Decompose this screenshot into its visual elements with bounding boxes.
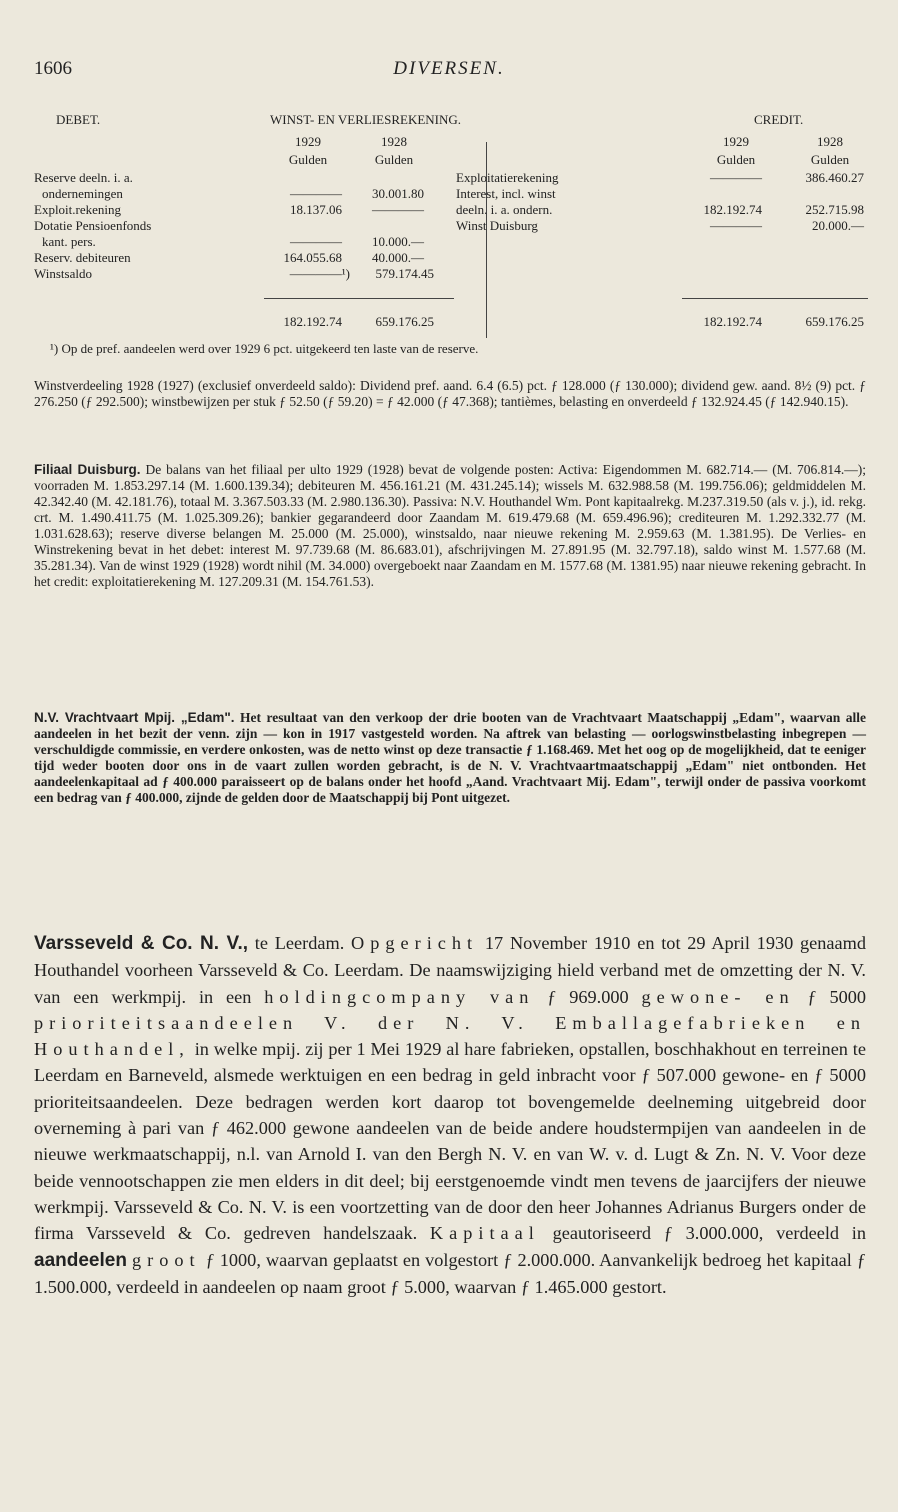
debet-value-1928: 40.000.— xyxy=(372,250,424,265)
debet-currency-1: Gulden xyxy=(288,152,328,167)
duisburg-heading: Filiaal Duisburg. xyxy=(34,462,141,477)
winstverdeeling-paragraph xyxy=(34,378,866,410)
account-title: WINST- EN VERLIESREKENING. xyxy=(270,112,462,127)
debet-row-label: kant. pers. xyxy=(42,234,96,249)
bold-word: aandeelen xyxy=(34,1249,127,1271)
debet-row-label: Exploit.rekening xyxy=(34,202,122,217)
debet-row-label: Dotatie Pensioenfonds xyxy=(34,218,152,233)
duisburg-text: De balans van het filiaal per ulto 1929 (1928) bevat de volgende posten: Activa: Eigendommen M. 682.714.— (M. 706.814.—); voorraden M. 1.853.297.14 (M. 1.600.139.34); debiteuren M. 456.161.21 (M. 431.245.14); wissels M. 632.988.58 (M. 199.756.06); geldmiddelen M. 42.342.40 (M. 42.181.76), totaal M. 3.367.503.33 (M. 2.980.136.30). Passiva: N.V. Houthandel Wm. Pont kapitaalrekg. M.237.319.50 (als v. j.), id. rekg. crt. M. 1.490.411.75 (M. 1.025.309.26); bankier gegarandeerd door Zaandam M. 619.479.68 (M. 659.496.96); crediteuren M. 1.292.332.77 (M. 1.031.628.63); reserve diverse belangen M. 25.000 (M. 25.000), winstsaldo, naar nieuwe rekening M. 2.959.63 (M. 1.381.95). De Verlies- en Winstrekening bevat in het debet: interest M. 97.739.68 (M. 86.683.01), afschrijvingen M. 27.891.95 (M. 32.797.18), saldo winst M. 1.577.68 (M. 35.281.34). Van de winst 1929 (1928) wordt nihil (M. 34.000) overgeboekt naar Zaandam en M. 1577.68 (M. 1381.95) naar nieuwe rekening gebracht. In het credit: exploitatierekening M. 127.209.31 (M. 154.761.53). xyxy=(34,462,867,589)
credit-total-1929: 182.192.74 xyxy=(703,314,762,329)
credit-currency-1: Gulden xyxy=(716,152,756,167)
spaced-word: holdingcompany van xyxy=(264,986,535,1007)
running-title: DIVERSEN. xyxy=(393,58,505,79)
credit-total-1928: 659.176.25 xyxy=(805,314,864,329)
spaced-word: groot xyxy=(131,1249,201,1270)
debet-year-1929: 1929 xyxy=(295,134,321,149)
varsseveld-text: in welke mpij. zij per 1 Mei 1929 al hare fabrieken, opstallen, boschhakhout en terreinen te Leerdam en Barneveld, alsmede werktuigen en een bedrag in geld inbracht voor ƒ 507.000 gewone- en ƒ 5000 prioriteitsaandeelen. Deze bedragen werden kort daarop tot bovengemelde deelneming uitgebreid door overneming à pari van ƒ 462.000 gewone aandeelen van de beide andere houdstermpijen van aandeelen in de nieuwe werkmaatschappij, n.l. van Arnold I. van den Bergh N. V. en van W. v. d. Lugt & Zn. N. V. Voor deze beide vennootschappen zie men elders in dit deel; bij eerstgenoemde vindt men tevens de jaarcijfers der nieuwe werkmpij. Varsseveld & Co. N. V. is een voortzetting van de door den heer Johannes Adrianus Burgers onder de firma Varsseveld & Co. gedreven handelszaak. xyxy=(34,1039,866,1244)
page-header xyxy=(34,58,864,88)
debet-value-1929: ———— xyxy=(290,234,342,249)
varsseveld-text: 17 November 1910 en tot 29 April 1930 genaamd Houthandel voorheen Varsseveld & Co. Leerdam. De naamswijziging hield verband met de omzetting der N. V. van een werkmpij. in een xyxy=(34,933,866,1007)
credit-value-1928: 20.000.— xyxy=(812,218,864,233)
spaced-word: prioriteitsaandeelen V. der N. V. Emballagefabrieken en Houthandel, xyxy=(34,1012,866,1060)
credit-year-1929: 1929 xyxy=(723,134,749,149)
debet-row-label: Reserve deeln. i. a. xyxy=(34,170,133,185)
credit-value-1928: 252.715.98 xyxy=(805,202,864,217)
varsseveld-text: te Leerdam. xyxy=(248,933,352,953)
debet-total-rule xyxy=(264,298,454,299)
debet-currency-2: Gulden xyxy=(374,152,414,167)
credit-currency-2: Gulden xyxy=(810,152,850,167)
debet-year-1928: 1928 xyxy=(381,134,407,149)
debet-label: DEBET. xyxy=(56,112,101,127)
debet-value-1928: 30.001.80 xyxy=(372,186,424,201)
varsseveld-text: ƒ 969.000 xyxy=(534,986,642,1007)
spaced-word: Kapitaal xyxy=(429,1223,540,1244)
credit-value-1929: 182.192.74 xyxy=(703,202,762,217)
credit-row-label: Exploitatierekening xyxy=(456,170,559,185)
credit-row-label: Winst Duisburg xyxy=(456,218,538,233)
credit-label: CREDIT. xyxy=(754,112,804,127)
varsseveld-text: ƒ 5000 xyxy=(794,986,867,1007)
profit-loss-account xyxy=(34,112,869,338)
debet-total-1928: 659.176.25 xyxy=(375,314,434,329)
debet-value-1929: 18.137.06 xyxy=(290,202,342,217)
spaced-word: gewone- en xyxy=(641,986,795,1007)
debet-value-1928: 10.000.— xyxy=(372,234,424,249)
varsseveld-paragraph xyxy=(34,930,866,1300)
account-footnote: ¹) Op de pref. aandeelen werd over 1929 6 pct. uitgekeerd ten laste van de reserve. xyxy=(50,341,479,356)
varsseveld-text: geautoriseerd ƒ 3.000.000, verdeeld in xyxy=(539,1223,866,1244)
credit-value-1929: ———— xyxy=(710,170,762,185)
vrachtvaart-text: Het resultaat van den verkoop der drie booten van de Vrachtvaart Maatschappij „Edam", waarvan alle aandeelen in het bezit der venn. zijn — kon in 1917 vastgesteld worden. Na aftrek van belasting — oorlogswinstbelasting inbegrepen — verschuldigde commissie, en verdere onkosten, was de netto winst op deze transactie ƒ 1.168.469. Met het oog op de mogelijkheid, dat te eeniger tijd weder booten door ons in de vaart zullen worden gebracht, is de N. V. Vrachtvaartmaatschappij „Edam" niet ontbonden. Het aandeelenkapitaal ad ƒ 400.000 paraisseert op de balans onder het hoofd „Aand. Vrachtvaart Mij. Edam", terwijl onder de passiva voorkomt een bedrag van ƒ 400.000, zijnde de gelden door de Maatschappij bij Pont uitgezet. xyxy=(34,710,866,805)
debet-value-1929: ———— xyxy=(290,186,342,201)
credit-row-label: Interest, incl. winst xyxy=(456,186,556,201)
winstverdeeling-text: Winstverdeeling 1928 (1927) (exclusief onverdeeld saldo): Dividend pref. aand. 6.4 (6.5) pct. ƒ 128.000 (ƒ 130.000); dividend gew. aand. 8½ (9) pct. ƒ 276.250 (ƒ 292.500); winstbewijzen per stuk ƒ 52.50 (ƒ 59.20) = ƒ 42.000 (ƒ 47.368); tantièmes, belasting en onverdeeld ƒ 132.924.45 (ƒ 142.940.15). xyxy=(34,378,866,409)
debet-total-1929: 182.192.74 xyxy=(283,314,342,329)
debet-value-1929: ————¹) xyxy=(289,266,350,281)
credit-value-1928: 386.460.27 xyxy=(805,170,864,185)
debet-row-label: Reserv. debiteuren xyxy=(34,250,131,265)
debet-row-label: ondernemingen xyxy=(42,186,123,201)
varsseveld-text: ƒ 1000, waarvan geplaatst en volgestort ƒ 2.000.000. Aanvankelijk bedroeg het kapitaal ƒ 1.500.000, verdeeld in aandeelen op naam groot ƒ 5.000, waarvan ƒ 1.465.000 gestort. xyxy=(34,1249,866,1297)
debet-value-1928: 579.174.45 xyxy=(375,266,434,281)
vrachtvaart-heading: N.V. Vrachtvaart Mpij. „Edam". xyxy=(34,710,235,725)
credit-value-1929: ———— xyxy=(710,218,762,233)
vrachtvaart-paragraph xyxy=(34,710,866,806)
duisburg-paragraph xyxy=(34,462,866,590)
varsseveld-heading: Varsseveld & Co. N. V., xyxy=(34,933,249,954)
credit-row-label: deeln. i. a. ondern. xyxy=(456,202,553,217)
debet-row-label: Winstsaldo xyxy=(34,266,92,281)
debet-value-1928: ———— xyxy=(372,202,424,217)
credit-year-1928: 1928 xyxy=(817,134,843,149)
spaced-word: Opgericht xyxy=(351,933,479,953)
credit-total-rule xyxy=(682,298,868,299)
debet-value-1929: 164.055.68 xyxy=(283,250,342,265)
page-number: 1606 xyxy=(34,58,72,79)
